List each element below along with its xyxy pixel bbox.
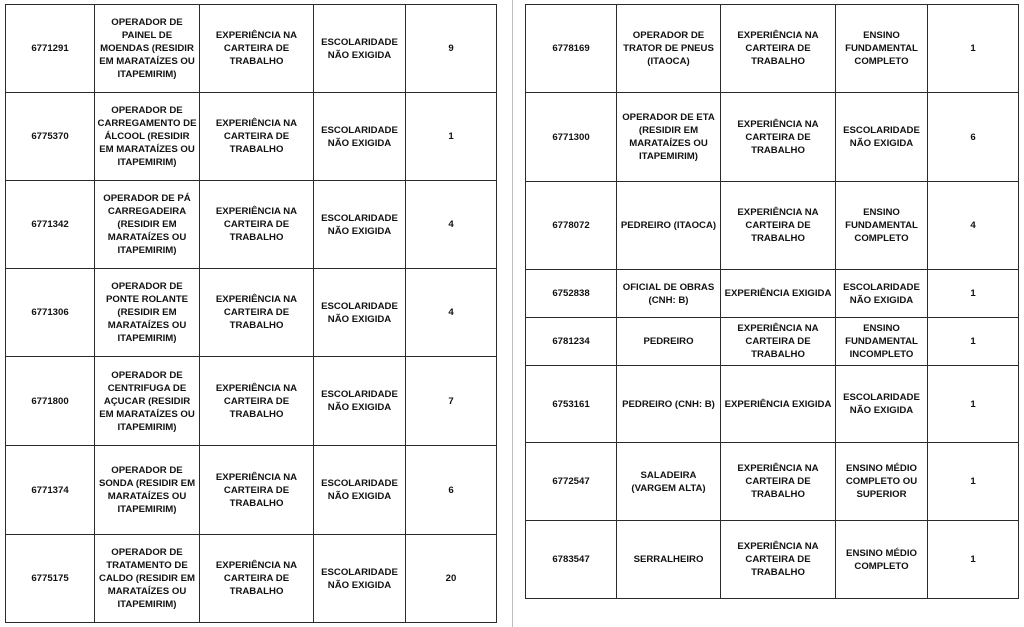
vacancy-count: 1 (928, 270, 1019, 318)
education-requirement: ENSINO MÉDIO COMPLETO (836, 521, 928, 599)
job-code: 6772547 (526, 443, 617, 521)
job-code: 6771342 (6, 181, 95, 269)
job-code: 6783547 (526, 521, 617, 599)
vacancy-count: 20 (406, 535, 497, 623)
education-requirement: ENSINO FUNDAMENTAL COMPLETO (836, 5, 928, 93)
vacancy-count: 1 (928, 366, 1019, 443)
vacancy-count: 9 (406, 5, 497, 93)
job-table-right (525, 4, 1019, 599)
table-row (526, 521, 1019, 599)
table-row (6, 446, 497, 535)
vacancy-count: 1 (928, 443, 1019, 521)
education-requirement: ESCOLARIDADE NÃO EXIGIDA (314, 181, 406, 269)
education-requirement: ENSINO FUNDAMENTAL INCOMPLETO (836, 318, 928, 366)
vacancy-count: 4 (406, 181, 497, 269)
job-title: OPERADOR DE PÁ CARREGADEIRA (RESIDIR EM MARATAÍZES OU ITAPEMIRIM) (95, 181, 200, 269)
table-row (526, 318, 1019, 366)
experience-requirement: EXPERIÊNCIA NA CARTEIRA DE TRABALHO (200, 5, 314, 93)
education-requirement: ENSINO FUNDAMENTAL COMPLETO (836, 182, 928, 270)
education-requirement: ESCOLARIDADE NÃO EXIGIDA (836, 93, 928, 182)
job-code: 6771300 (526, 93, 617, 182)
experience-requirement: EXPERIÊNCIA NA CARTEIRA DE TRABALHO (200, 93, 314, 181)
education-requirement: ESCOLARIDADE NÃO EXIGIDA (314, 93, 406, 181)
table-row (526, 366, 1019, 443)
experience-requirement: EXPERIÊNCIA NA CARTEIRA DE TRABALHO (200, 357, 314, 446)
table-row (6, 93, 497, 181)
vacancy-count: 4 (928, 182, 1019, 270)
table-row (6, 5, 497, 93)
experience-requirement: EXPERIÊNCIA NA CARTEIRA DE TRABALHO (200, 535, 314, 623)
table-row (526, 270, 1019, 318)
page-divider (512, 0, 513, 627)
job-table-left (5, 4, 497, 623)
job-title: OPERADOR DE CARREGAMENTO DE ÁLCOOL (RESIDIR EM MARATAÍZES OU ITAPEMIRIM) (95, 93, 200, 181)
table-row (6, 357, 497, 446)
vacancy-count: 1 (406, 93, 497, 181)
experience-requirement: EXPERIÊNCIA NA CARTEIRA DE TRABALHO (721, 182, 836, 270)
job-title: OFICIAL DE OBRAS (CNH: B) (617, 270, 721, 318)
vacancy-count: 6 (406, 446, 497, 535)
education-requirement: ESCOLARIDADE NÃO EXIGIDA (314, 535, 406, 623)
vacancy-count: 1 (928, 5, 1019, 93)
education-requirement: ENSINO MÉDIO COMPLETO OU SUPERIOR (836, 443, 928, 521)
vacancy-count: 1 (928, 318, 1019, 366)
job-code: 6778169 (526, 5, 617, 93)
experience-requirement: EXPERIÊNCIA NA CARTEIRA DE TRABALHO (200, 446, 314, 535)
education-requirement: ESCOLARIDADE NÃO EXIGIDA (836, 270, 928, 318)
table-row (526, 5, 1019, 93)
job-code: 6771800 (6, 357, 95, 446)
vacancy-count: 7 (406, 357, 497, 446)
job-title: OPERADOR DE SONDA (RESIDIR EM MARATAÍZES OU ITAPEMIRIM) (95, 446, 200, 535)
job-code: 6775370 (6, 93, 95, 181)
job-code: 6775175 (6, 535, 95, 623)
job-title: SALADEIRA (VARGEM ALTA) (617, 443, 721, 521)
experience-requirement: EXPERIÊNCIA NA CARTEIRA DE TRABALHO (721, 521, 836, 599)
table-row (526, 93, 1019, 182)
table-row (6, 535, 497, 623)
experience-requirement: EXPERIÊNCIA NA CARTEIRA DE TRABALHO (721, 443, 836, 521)
job-code: 6778072 (526, 182, 617, 270)
job-title: PEDREIRO (CNH: B) (617, 366, 721, 443)
job-title: SERRALHEIRO (617, 521, 721, 599)
job-title: OPERADOR DE PONTE ROLANTE (RESIDIR EM MARATAÍZES OU ITAPEMIRIM) (95, 269, 200, 357)
job-title: PEDREIRO (ITAOCA) (617, 182, 721, 270)
job-title: OPERADOR DE TRATAMENTO DE CALDO (RESIDIR EM MARATAÍZES OU ITAPEMIRIM) (95, 535, 200, 623)
experience-requirement: EXPERIÊNCIA EXIGIDA (721, 366, 836, 443)
experience-requirement: EXPERIÊNCIA NA CARTEIRA DE TRABALHO (721, 93, 836, 182)
experience-requirement: EXPERIÊNCIA NA CARTEIRA DE TRABALHO (200, 181, 314, 269)
experience-requirement: EXPERIÊNCIA NA CARTEIRA DE TRABALHO (721, 318, 836, 366)
experience-requirement: EXPERIÊNCIA NA CARTEIRA DE TRABALHO (721, 5, 836, 93)
education-requirement: ESCOLARIDADE NÃO EXIGIDA (314, 5, 406, 93)
table-row (526, 182, 1019, 270)
education-requirement: ESCOLARIDADE NÃO EXIGIDA (314, 269, 406, 357)
job-code: 6771306 (6, 269, 95, 357)
vacancy-count: 4 (406, 269, 497, 357)
job-title: OPERADOR DE PAINEL DE MOENDAS (RESIDIR EM MARATAÍZES OU ITAPEMIRIM) (95, 5, 200, 93)
job-code: 6771291 (6, 5, 95, 93)
job-title: OPERADOR DE TRATOR DE PNEUS (ITAOCA) (617, 5, 721, 93)
table-row (526, 443, 1019, 521)
job-code: 6752838 (526, 270, 617, 318)
vacancy-count: 1 (928, 521, 1019, 599)
job-code: 6753161 (526, 366, 617, 443)
job-title: OPERADOR DE CENTRIFUGA DE AÇUCAR (RESIDIR EM MARATAÍZES OU ITAPEMIRIM) (95, 357, 200, 446)
job-code: 6781234 (526, 318, 617, 366)
job-title: PEDREIRO (617, 318, 721, 366)
education-requirement: ESCOLARIDADE NÃO EXIGIDA (314, 357, 406, 446)
education-requirement: ESCOLARIDADE NÃO EXIGIDA (836, 366, 928, 443)
table-row (6, 181, 497, 269)
job-title: OPERADOR DE ETA (RESIDIR EM MARATAÍZES OU ITAPEMIRIM) (617, 93, 721, 182)
education-requirement: ESCOLARIDADE NÃO EXIGIDA (314, 446, 406, 535)
vacancy-count: 6 (928, 93, 1019, 182)
job-code: 6771374 (6, 446, 95, 535)
table-row (6, 269, 497, 357)
experience-requirement: EXPERIÊNCIA EXIGIDA (721, 270, 836, 318)
experience-requirement: EXPERIÊNCIA NA CARTEIRA DE TRABALHO (200, 269, 314, 357)
